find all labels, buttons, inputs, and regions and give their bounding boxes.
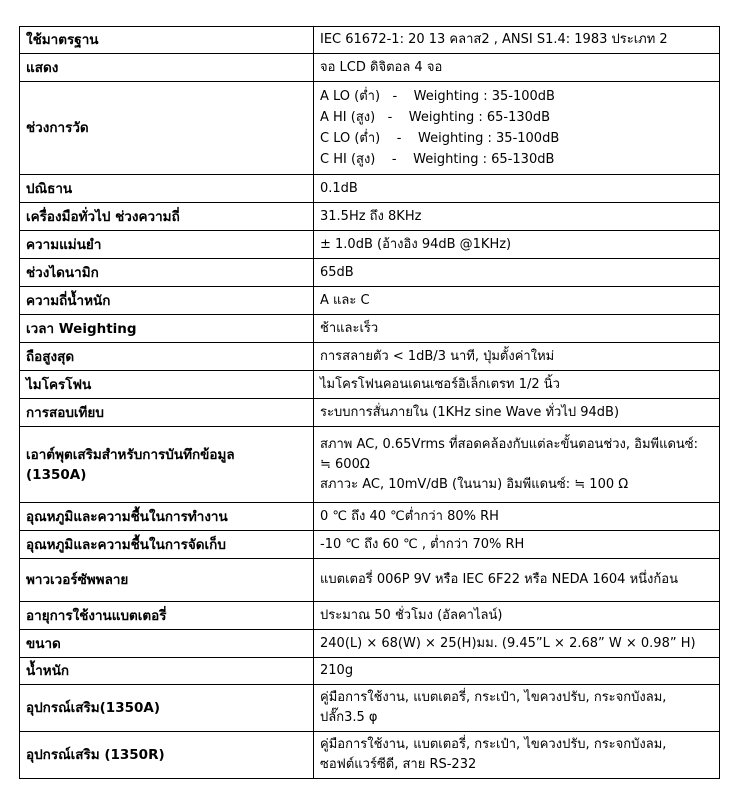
measuring-range-lines: A LO (ต่ำ) - Weighting : 35-100dB A HI (สูง) - Weighting : 65-130dB C LO (ต่ำ) - Weighting : 35-100dB C HI (สูง) - Weighting : 65-130dB	[320, 89, 560, 167]
spec-value: คู่มือการใช้งาน, แบตเตอรี่, กระเป๋า, ไขควงปรับ, กระจกบังลม, ปลั๊ก3.5 φ	[314, 685, 720, 732]
spec-label: ความถี่น้ำหนัก	[20, 287, 314, 315]
spec-label: อายุการใช้งานแบตเตอรี่	[20, 602, 314, 630]
spec-value: 240(L) × 68(W) × 25(H)มม. (9.45”L × 2.68” W × 0.98” H)	[314, 630, 720, 658]
spec-label: ช่วงการวัด	[20, 82, 314, 175]
spec-label: เครื่องมือทั่วไป ช่วงความถี่	[20, 203, 314, 231]
spec-value: 0 ℃ ถึง 40 ℃ต่ำกว่า 80% RH	[314, 503, 720, 531]
spec-row-time-weighting	[20, 315, 720, 343]
spec-row-measuring-range	[20, 82, 720, 175]
spec-row-battery-life	[20, 602, 720, 630]
spec-label: พาวเวอร์ซัพพลาย	[20, 559, 314, 602]
spec-label: เวลา Weighting	[20, 315, 314, 343]
spec-row-operating-conditions	[20, 503, 720, 531]
spec-value: A และ C	[314, 287, 720, 315]
spec-row-power-supply	[20, 559, 720, 602]
spec-label: อุณหภูมิและความชื้นในการทำงาน	[20, 503, 314, 531]
spec-label: ไมโครโฟน	[20, 371, 314, 399]
spec-value	[314, 82, 720, 175]
spec-label: อุปกรณ์เสริม (1350R)	[20, 732, 314, 779]
spec-value: จอ LCD ดิจิตอล 4 จอ	[314, 54, 720, 82]
spec-value: แบตเตอรี่ 006P 9V หรือ IEC 6F22 หรือ NEDA 1604 หนึ่งก้อน	[314, 559, 720, 602]
spec-label: ความแม่นยำ	[20, 231, 314, 259]
spec-row-dimensions	[20, 630, 720, 658]
spec-label: เอาต์พุตเสริมสำหรับการบันทึกข้อมูล (1350A)	[20, 427, 314, 503]
spec-row-calibration	[20, 399, 720, 427]
spec-row-storage-conditions	[20, 531, 720, 559]
spec-row-microphone	[20, 371, 720, 399]
spec-row-accessories-1350r	[20, 732, 720, 779]
spec-value: ± 1.0dB (อ้างอิง 94dB @1KHz)	[314, 231, 720, 259]
spec-label: อุณหภูมิและความชื้นในการจัดเก็บ	[20, 531, 314, 559]
spec-value: ระบบการสั่นภายใน (1KHz sine Wave ทั่วไป 94dB)	[314, 399, 720, 427]
specification-table	[19, 26, 720, 779]
spec-value: การสลายตัว < 1dB/3 นาที, ปุ่มตั้งค่าใหม่	[314, 343, 720, 371]
spec-value: 31.5Hz ถึง 8KHz	[314, 203, 720, 231]
spec-value: สภาพ AC, 0.65Vrms ที่สอดคล้องกับแต่ละขั้นตอนช่วง, อิมพีแดนซ์: ≒ 600Ω สภาวะ AC, 10mV/dB (ในนาม) อิมพีแดนซ์: ≒ 100 Ω	[314, 427, 720, 503]
spec-label: ถือสูงสุด	[20, 343, 314, 371]
spec-value: 0.1dB	[314, 175, 720, 203]
spec-label: น้ำหนัก	[20, 658, 314, 685]
spec-row-accuracy	[20, 231, 720, 259]
spec-value: 65dB	[314, 259, 720, 287]
spec-row-frequency-range	[20, 203, 720, 231]
spec-row-frequency-weighting	[20, 287, 720, 315]
spec-label: ขนาด	[20, 630, 314, 658]
spec-row-accessories-1350a	[20, 685, 720, 732]
spec-value: ไมโครโฟนคอนเดนเซอร์อิเล็กเตรท 1/2 นิ้ว	[314, 371, 720, 399]
spec-label: แสดง	[20, 54, 314, 82]
spec-row-dynamic-range	[20, 259, 720, 287]
spec-value: 210g	[314, 658, 720, 685]
spec-value: -10 ℃ ถึง 60 ℃ , ต่ำกว่า 70% RH	[314, 531, 720, 559]
spec-value: ประมาณ 50 ชั่วโมง (อัลคาไลน์)	[314, 602, 720, 630]
spec-label: ปณิธาน	[20, 175, 314, 203]
spec-label: อุปกรณ์เสริม(1350A)	[20, 685, 314, 732]
spec-value: คู่มือการใช้งาน, แบตเตอรี่, กระเป๋า, ไขควงปรับ, กระจกบังลม, ซอฟต์แวร์ซีดี, สาย RS-232	[314, 732, 720, 779]
spec-row-output	[20, 427, 720, 503]
spec-row-max-hold	[20, 343, 720, 371]
spec-row-weight	[20, 658, 720, 685]
spec-row-resolution	[20, 175, 720, 203]
spec-row-display	[20, 54, 720, 82]
spec-value: ช้าและเร็ว	[314, 315, 720, 343]
spec-row-standard	[20, 27, 720, 54]
spec-label: ใช้มาตรฐาน	[20, 27, 314, 54]
spec-value: IEC 61672-1: 20 13 คลาส2 , ANSI S1.4: 1983 ประเภท 2	[314, 27, 720, 54]
spec-label: การสอบเทียบ	[20, 399, 314, 427]
spec-label: ช่วงไดนามิก	[20, 259, 314, 287]
